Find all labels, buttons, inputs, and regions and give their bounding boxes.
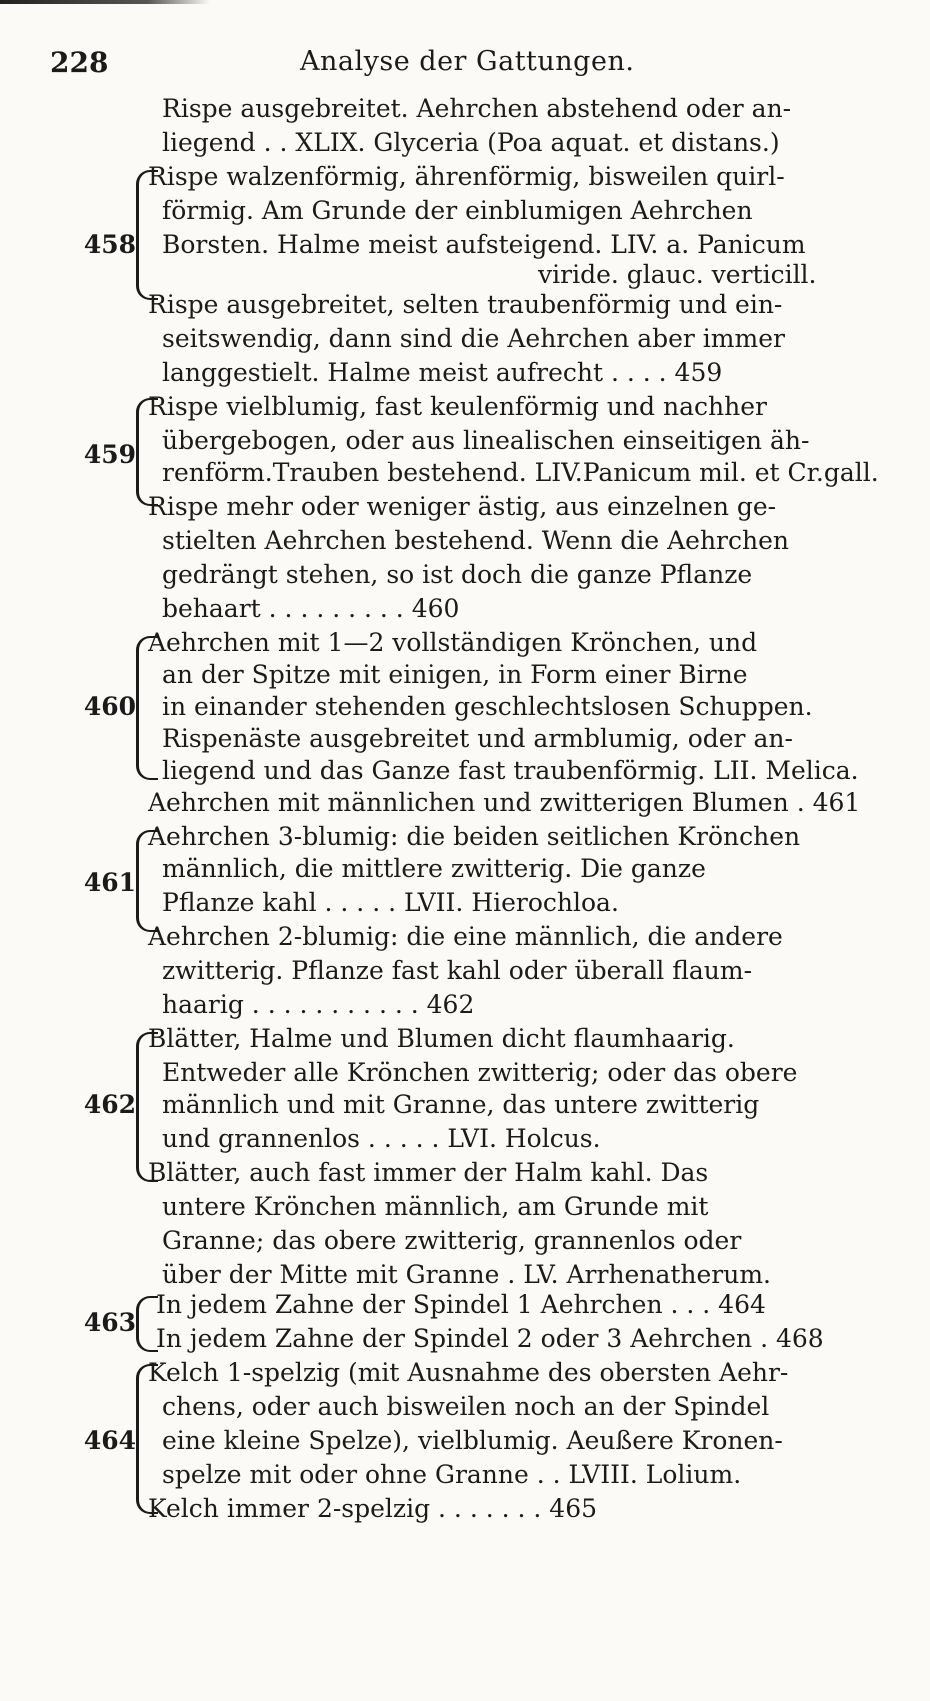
text-line: behaart . . . . . . . . . 460: [162, 594, 460, 623]
text-line: Rispe ausgebreitet, selten traubenförmig und ein‑: [148, 290, 783, 319]
text-line: Pflanze kahl . . . . . LVII. Hierochloa.: [162, 888, 619, 917]
text-line: Granne; das obere zwitterig, grannenlos oder: [162, 1226, 742, 1255]
text-line: übergebogen, oder aus linealischen einseitigen äh‑: [162, 426, 810, 455]
text-line: Aehrchen mit männlichen und zwitterigen Blumen . 461: [148, 788, 861, 817]
text-line: zwitterig. Pflanze fast kahl oder überall flaum‑: [162, 956, 753, 985]
text-line: männlich und mit Granne, das untere zwitterig: [162, 1090, 760, 1119]
couplet-number: 458: [83, 230, 136, 259]
text-line: und grannenlos . . . . . LVI. Holcus.: [162, 1124, 601, 1153]
text-line: spelze mit oder ohne Granne . . LVIII. Lolium.: [162, 1460, 742, 1489]
running-title: Analyse der Gattungen.: [300, 46, 635, 77]
text-line: an der Spitze mit einigen, in Form einer Birne: [162, 660, 748, 689]
text-line: Rispe walzenförmig, ährenförmig, bisweilen quirl‑: [148, 162, 785, 191]
couplet-number: 459: [83, 440, 136, 469]
text-line: in einander stehenden geschlechtslosen Schuppen.: [162, 692, 813, 721]
text-line: eine kleine Spelze), vielblumig. Aeußere Kronen‑: [162, 1426, 783, 1455]
brace: [136, 1296, 158, 1352]
text-line: Rispenäste ausgebreitet und armblumig, oder an‑: [162, 724, 793, 753]
text-line: gedrängt stehen, so ist doch die ganze Pflanze: [162, 560, 753, 589]
couplet-number: 464: [83, 1426, 136, 1455]
couplet-number: 461: [83, 868, 136, 897]
text-line: liegend und das Ganze fast traubenförmig. LII. Melica.: [162, 756, 859, 785]
text-line: langgestielt. Halme meist aufrecht . . . . 459: [162, 358, 723, 387]
text-line: Entweder alle Krönchen zwitterig; oder das obere: [162, 1058, 798, 1087]
text-line: Kelch immer 2‑spelzig . . . . . . . 465: [148, 1494, 598, 1523]
text-line: männlich, die mittlere zwitterig. Die ganze: [162, 854, 706, 883]
page-number: 228: [50, 46, 109, 79]
text-line: stielten Aehrchen bestehend. Wenn die Aehrchen: [162, 526, 790, 555]
text-line: seitswendig, dann sind die Aehrchen aber immer: [162, 324, 785, 353]
text-line: Kelch 1‑spelzig (mit Ausnahme des obersten Aehr‑: [148, 1358, 789, 1387]
text-line: chens, oder auch bisweilen noch an der Spindel: [162, 1392, 770, 1421]
text-line: liegend . . XLIX. Glyceria (Poa aquat. et distans.): [162, 128, 780, 157]
text-line: Rispe mehr oder weniger ästig, aus einzelnen ge‑: [148, 492, 777, 521]
text-line: Aehrchen mit 1—2 vollständigen Krönchen, und: [148, 628, 758, 657]
text-line: Blätter, auch fast immer der Halm kahl. Das: [148, 1158, 709, 1187]
text-line: untere Krönchen männlich, am Grunde mit: [162, 1192, 709, 1221]
text-line: In jedem Zahne der Spindel 1 Aehrchen . . . 464: [156, 1290, 766, 1319]
couplet-number: 460: [83, 692, 136, 721]
couplet-number: 462: [83, 1090, 136, 1119]
text-line: In jedem Zahne der Spindel 2 oder 3 Aehrchen . 468: [156, 1324, 824, 1353]
text-line: renförm.Trauben bestehend. LIV.Panicum mil. et Cr.gall.: [162, 458, 879, 487]
text-line: haarig . . . . . . . . . . . 462: [162, 990, 475, 1019]
text-line: Rispe ausgebreitet. Aehrchen abstehend oder an‑: [162, 94, 792, 123]
couplet-number: 463: [83, 1308, 136, 1337]
text-line: Borsten. Halme meist aufsteigend. LIV. a. Panicum: [162, 230, 806, 259]
text-line: förmig. Am Grunde der einblumigen Aehrchen: [162, 196, 753, 225]
text-line: Aehrchen 2‑blumig: die eine männlich, die andere: [148, 922, 783, 951]
text-line: viride. glauc. verticill.: [538, 260, 817, 289]
page-edge-shadow: [0, 0, 210, 4]
text-line: Rispe vielblumig, fast keulenförmig und nachher: [148, 392, 767, 421]
text-line: über der Mitte mit Granne . LV. Arrhenatherum.: [162, 1260, 771, 1289]
text-line: Aehrchen 3‑blumig: die beiden seitlichen Krönchen: [148, 822, 801, 851]
text-line: Blätter, Halme und Blumen dicht flaumhaarig.: [148, 1024, 735, 1053]
